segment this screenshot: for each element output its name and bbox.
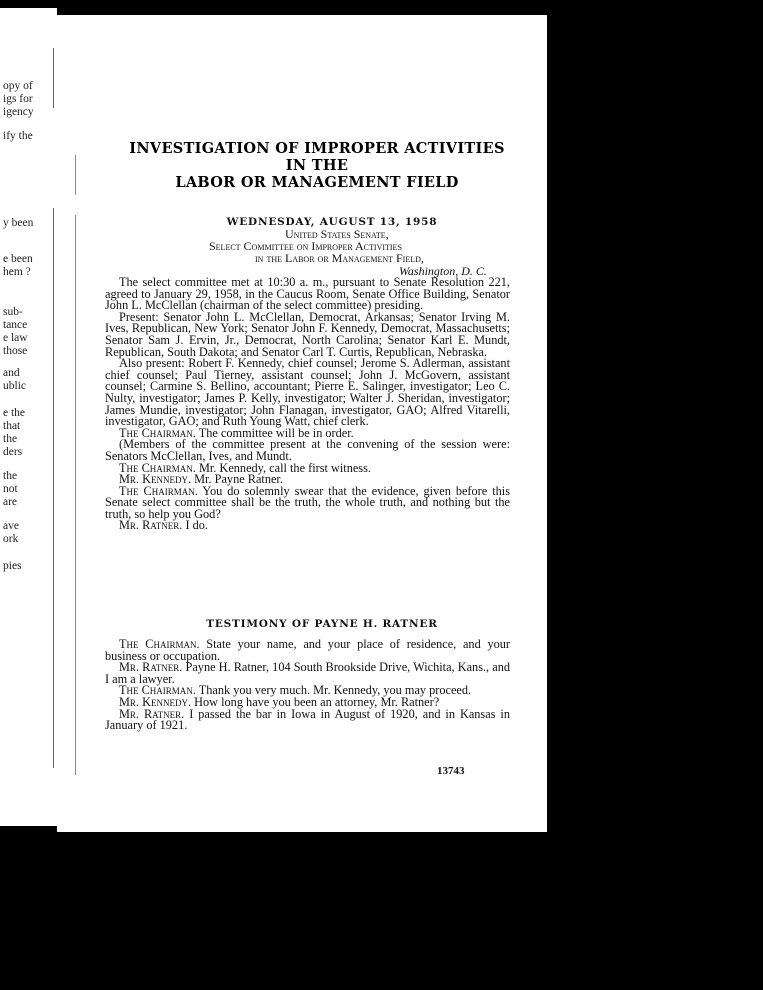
testimony-block [105, 639, 510, 732]
speaker-label: Mr. Kennedy. [119, 472, 192, 487]
speaker-label: Mr. Kennedy. [119, 694, 192, 709]
title-line: INVESTIGATION OF IMPROPER ACTIVITIES IN THE [129, 140, 505, 174]
statement-text: Mr. Payne Ratner. [194, 472, 283, 487]
header-field: in the Labor or Management Field, [255, 251, 424, 265]
statement-text: I passed the bar in Iowa in August of 1920, and in Kansas in January of 1921. [105, 706, 510, 733]
header-committee: Select Committee on Improper Activities [209, 239, 402, 253]
margin-fragment: are [3, 496, 18, 508]
margin-divider [53, 48, 54, 108]
title-line: LABOR OR MANAGEMENT FIELD [175, 174, 459, 191]
statement-text: The committee will be in order. [198, 425, 354, 440]
statement-text: I do. [185, 518, 208, 533]
statement-text: Payne H. Ratner, 104 South Brookside Drive, Wichita, Kans., and I am a lawyer. [105, 660, 510, 686]
page-number: 13743 [437, 765, 465, 777]
margin-fragment: opy of [3, 80, 33, 92]
margin-divider [53, 208, 54, 768]
margin-fragment: y been [3, 217, 34, 229]
margin-fragment: not [3, 483, 18, 495]
section-heading: TESTIMONY OF PAYNE H. RATNER [206, 618, 438, 630]
margin-fragment: ify the [3, 130, 33, 142]
margin-fragment: the [3, 470, 18, 482]
statement [105, 520, 510, 532]
left-page-margin-strip [0, 8, 57, 826]
statement-text: State your name, and your place of residence, and your business or occupation. [105, 637, 511, 663]
statement-text: Mr. Kennedy, call the first witness. [198, 460, 371, 475]
margin-fragment: pies [3, 560, 22, 572]
margin-fragment: ave [3, 520, 19, 532]
document-title [117, 140, 517, 191]
speaker-label: The Chairman. [119, 637, 200, 651]
margin-fragment: ork [3, 533, 19, 545]
speaker-label: Mr. Ratner. [119, 518, 183, 533]
statement [105, 706, 510, 733]
speaker-label: The Chairman. [119, 425, 196, 440]
statement [105, 662, 510, 685]
margin-fragment: those [3, 345, 28, 357]
statement-text: How long have you been an attorney, Mr. Ratner? [194, 694, 440, 709]
speaker-label: The Chairman. [119, 483, 198, 498]
page-gutter-line [75, 155, 76, 195]
page-gutter-line [75, 215, 76, 775]
margin-fragment: ublic [3, 380, 26, 392]
proceedings-block [105, 277, 510, 532]
header-senate: United States Senate, [285, 227, 389, 241]
statement-text: You do solemnly swear that the evidence, given before this Senate select committee shall be the truth, the whole truth, and nothing but the truth, so help you God? [105, 483, 510, 521]
margin-fragment: igs for [3, 93, 33, 105]
margin-fragment: and [3, 367, 20, 379]
document-page [57, 15, 547, 832]
margin-fragment: igency [3, 106, 34, 118]
speaker-label: The Chairman. [119, 460, 196, 475]
speaker-label: Mr. Ratner. [119, 706, 185, 721]
margin-fragment: ders [3, 446, 23, 458]
margin-fragment: e the [3, 407, 26, 419]
speaker-label: The Chairman. [119, 683, 196, 698]
statement [105, 639, 510, 662]
paragraph-members-note: (Members of the committee present at the convening of the session were: Senators McClellan, Ives, and Mundt. [105, 437, 510, 463]
margin-fragment: the [3, 433, 18, 445]
statement-text: Thank you very much. Mr. Kennedy, you may proceed. [198, 683, 472, 698]
paragraph-present: Present: Senator John L. McClellan, Democrat, Arkansas; Senator Irving M. Ives, Republican, New York; Senator John F. Kennedy, Democrat, Massachusetts; Senator Sam J. Ervin, Jr., Democrat, North Carolina; Senator Karl E. Mundt, Republican, South Dakota; and Senator Carl T. Curtis, Republican, Nebraska. [105, 309, 510, 359]
margin-fragment: e law [3, 332, 28, 344]
margin-fragment: sub- [3, 306, 23, 318]
paragraph-also-present: Also present: Robert F. Kennedy, chief counsel; Jerome S. Adlerman, assistant chief counsel; Paul Tierney, assistant counsel; John J. McGovern, assistant counsel; Carmine S. Bellino, accountant; Pierre E. Salinger, investigator; Leo C. Nulty, investigator; James P. Kelly, investigator; Walter J. Sheridan, investigator; James Mundie, investigator; John Flanagan, investigator, GAO; Alfred Vitarelli, investigator, GAO; and Ruth Young Watt, chief clerk. [105, 356, 510, 429]
margin-fragment: tance [3, 319, 28, 331]
margin-fragment: hem ? [3, 266, 31, 278]
margin-fragment: e been [3, 253, 33, 265]
margin-fragment: that [3, 420, 21, 432]
header-location: Washington, D. C. [399, 264, 487, 278]
paragraph-convening: The select committee met at 10:30 a. m., pursuant to Senate Resolution 221, agreed to January 29, 1958, in the Caucus Room, Senate Office Building, Senator John L. McClellan (chairman of the select committee) presiding. [105, 275, 510, 313]
hearing-date: WEDNESDAY, AUGUST 13, 1958 [226, 216, 438, 228]
statement [105, 483, 510, 521]
speaker-label: Mr. Ratner. [119, 660, 183, 675]
